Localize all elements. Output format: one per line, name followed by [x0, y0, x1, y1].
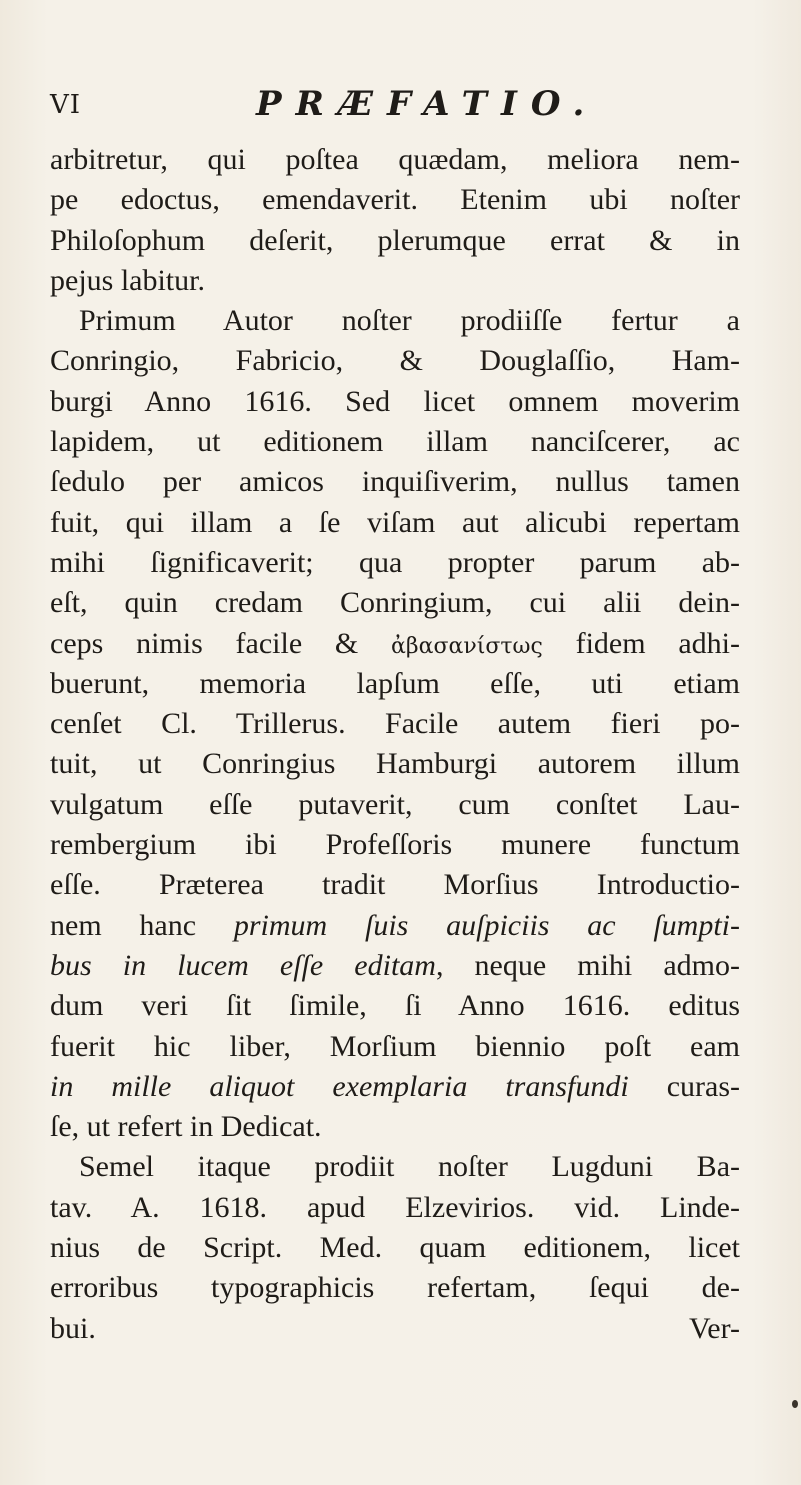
text-line: fuerit hic liber, Morſium biennio poſt eam	[50, 1029, 740, 1063]
italic-quote: bus in lucem eſſe editam	[50, 948, 436, 982]
text-line: mihi ſignificaverit; qua propter parum ab-	[50, 545, 740, 579]
text-line: lapidem, ut editionem illam nanciſcerer, ac	[50, 425, 740, 459]
text-line	[50, 946, 740, 986]
text-line	[50, 1309, 740, 1349]
text-line: buerunt, memoria lapſum eſſe, uti etiam	[50, 666, 740, 700]
text-line: cenſet Cl. Trillerus. Facile autem fieri po-	[50, 707, 740, 741]
text-line: dum veri ſit ſimile, ſi Anno 1616. editus	[50, 989, 740, 1023]
italic-quote: in mille aliquot exemplaria transfundi	[50, 1069, 629, 1103]
running-title: PRÆFATIO.	[256, 84, 599, 124]
text-fragment: curas-	[666, 1069, 740, 1103]
text-line: eſſe. Præterea tradit Morſius Introductio-	[50, 868, 740, 902]
text-fragment: , neque mihi admo-	[435, 948, 740, 982]
text-line: tav. A. 1618. apud Elzevirios. vid. Linde-	[50, 1190, 740, 1224]
text-line	[50, 906, 740, 946]
text-line: Primum Autor noſter prodiiſſe fertur a	[79, 304, 740, 338]
text-line: nius de Script. Med. quam editionem, licet	[50, 1231, 740, 1265]
text-fragment: bui.	[50, 1311, 96, 1345]
text-line: burgi Anno 1616. Sed licet omnem moverim	[50, 384, 740, 418]
text-line	[50, 1067, 740, 1107]
text-line: rembergium ibi Profeſſoris munere functum	[50, 828, 740, 862]
text-line: tuit, ut Conringius Hamburgi autorem illum	[50, 747, 740, 781]
catchword: Ver-	[688, 1311, 740, 1345]
text-line: pejus labitur.	[50, 263, 205, 297]
text-line: ceps nimis facile & ἀβασανίστως fidem adhi-	[50, 626, 740, 660]
ink-speck	[792, 1400, 798, 1408]
text-line: erroribus typographicis refertam, ſequi de-	[50, 1271, 740, 1305]
page-header	[50, 84, 750, 124]
greek-word: ἀβασανίστως	[391, 633, 543, 659]
body-text	[50, 140, 740, 1349]
text-fragment: nem hanc	[50, 908, 197, 942]
text-line: ſedulo per amicos inquiſiverim, nullus tamen	[50, 465, 740, 499]
text-line: pe edoctus, emendaverit. Etenim ubi noſter	[50, 183, 740, 217]
text-line: vulgatum eſſe putaverit, cum conſtet Lau-	[50, 787, 740, 821]
page-number: VI	[50, 90, 82, 120]
text-line: Philoſophum deſerit, plerumque errat & in	[50, 223, 740, 257]
text-line: arbitretur, qui poſtea quædam, meliora nem-	[50, 143, 740, 176]
italic-quote: primum ſuis auſpiciis ac ſumpti-	[233, 908, 741, 942]
text-line: ſe, ut refert in Dedicat.	[50, 1110, 322, 1144]
text-line: fuit, qui illam a ſe viſam aut alicubi repertam	[50, 505, 740, 539]
text-line: Semel itaque prodiit noſter Lugduni Ba-	[79, 1150, 740, 1184]
text-line: eſt, quin credam Conringium, cui alii dein-	[50, 586, 740, 620]
text-line: Conringio, Fabricio, & Douglaſſio, Ham-	[50, 344, 740, 378]
